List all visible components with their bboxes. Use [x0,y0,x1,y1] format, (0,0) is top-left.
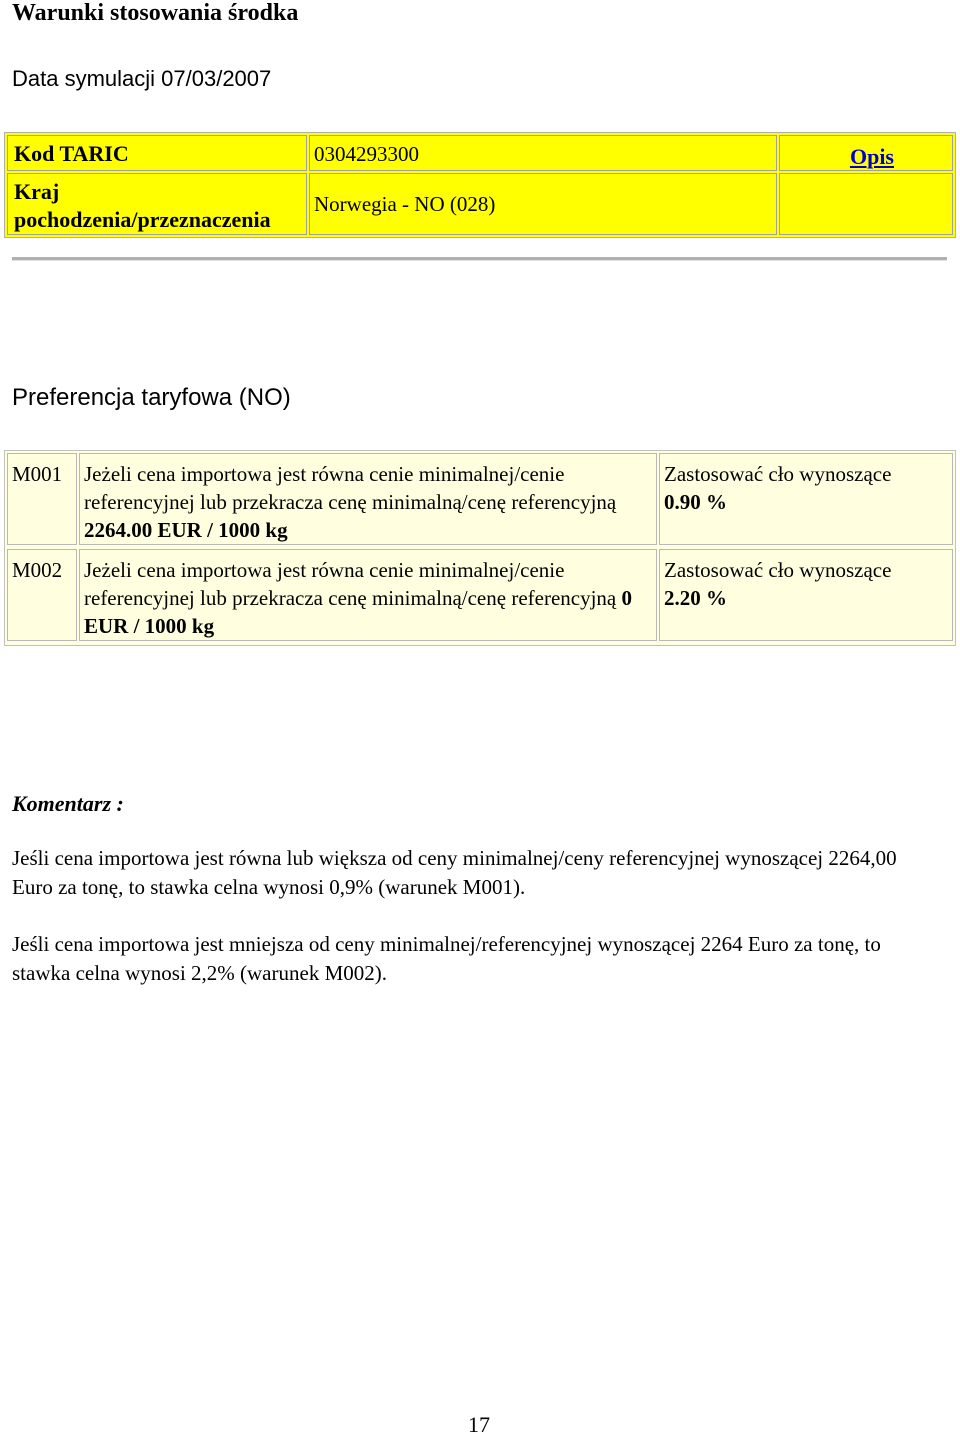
table-row-code [7,549,77,641]
preference-table [4,450,956,646]
opis-link[interactable]: Opis [849,144,894,169]
simulation-date: Data symulacji 07/03/2007 [12,66,272,91]
duty-rate: 0.90 % [664,490,727,514]
page-title: Warunki stosowania środka [12,0,299,26]
action-text: Zastosować cło wynoszące [664,462,892,486]
preference-title: Preferencja taryfowa (NO) [12,384,291,411]
horizontal-divider [12,257,947,261]
taric-table [4,132,956,238]
condition-cell [79,453,657,545]
condition-amount: 0 EUR / 1000 kg [84,586,632,638]
table-row-code [7,453,77,545]
action-cell [659,453,953,545]
condition-cell [79,549,657,641]
condition-code: M002 [12,558,63,582]
duty-rate: 2.20 % [664,586,727,610]
origin-label: Kraj pochodzenia/przeznaczenia [14,179,271,232]
taric-code-label-cell [7,135,307,171]
opis-cell [779,135,953,171]
action-text: Zastosować cło wynoszące [664,558,892,582]
taric-code-label: Kod TARIC [14,141,129,166]
taric-code-value: 0304293300 [314,142,419,166]
condition-text: Jeżeli cena importowa jest równa cenie minimalnej/cenie referencyjnej lub przekracza cenę minimalną/cenę referencyjną [84,462,617,514]
action-cell [659,549,953,641]
condition-code: M001 [12,462,63,486]
comment-paragraph: Jeśli cena importowa jest równa lub większa od ceny minimalnej/ceny referencyjnej wynoszącej 2264,00 Euro za tonę, to stawka celna wynosi 0,9% (warunek M001). [12,846,897,899]
condition-amount: 2264.00 EUR / 1000 kg [84,518,288,542]
comment-paragraph: Jeśli cena importowa jest mniejsza od ceny minimalnej/referencyjnej wynoszącej 2264 Euro za tonę, to stawka celna wynosi 2,2% (warunek M002). [12,932,881,985]
page-number: 17 [468,1412,490,1437]
condition-text: Jeżeli cena importowa jest równa cenie minimalnej/cenie referencyjnej lub przekracza cenę minimalną/cenę referencyjną [84,558,617,610]
origin-empty-cell [779,173,953,235]
comment-label: Komentarz : [12,791,124,816]
origin-value: Norwegia - NO (028) [314,192,496,216]
taric-code-value-cell [309,135,777,171]
origin-value-cell [309,173,777,235]
origin-label-cell [7,173,307,235]
